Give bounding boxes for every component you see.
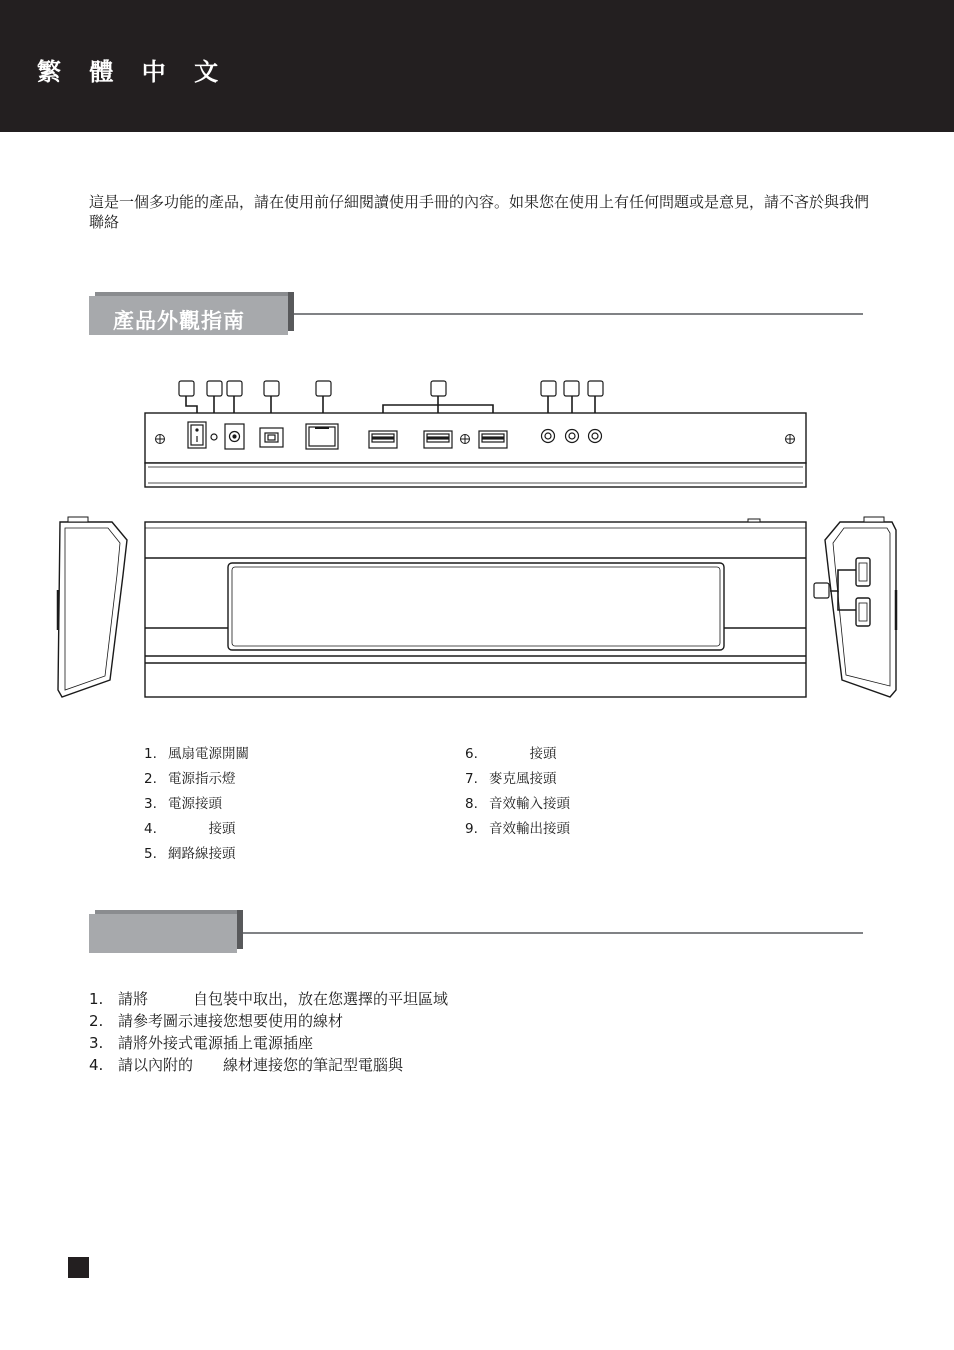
list-item: 7. 麥克風接頭 xyxy=(465,771,557,787)
list-item: 8. 音效輸入接頭 xyxy=(465,796,570,812)
list-item: 3. 電源接頭 xyxy=(144,796,222,812)
parts-list-right xyxy=(465,742,570,842)
list-item: 4. 請以內附的 線材連接您的筆記型電腦與 xyxy=(89,1056,404,1074)
audio-jack-icon xyxy=(542,430,602,443)
callout-8 xyxy=(564,381,579,396)
list-item: 5. 網路線接頭 xyxy=(144,846,236,862)
list-item: 1. 請將 自包裝中取出，放在您選擇的平坦區域 xyxy=(89,990,449,1008)
list-item: 9. 音效輸出接頭 xyxy=(465,821,570,837)
callout-6 xyxy=(431,381,446,396)
ethernet-port-icon xyxy=(306,424,338,449)
section-rule xyxy=(243,932,863,934)
section-title-product-overview: 產品外觀指南 xyxy=(113,309,245,333)
callout-2 xyxy=(207,381,222,396)
page-marker xyxy=(68,1257,89,1278)
callout-7 xyxy=(541,381,556,396)
power-led-icon xyxy=(211,434,217,440)
setup-steps xyxy=(89,988,448,1076)
list-item: 3. 請將外接式電源插上電源插座 xyxy=(89,1034,314,1052)
list-item: 2. 電源指示燈 xyxy=(144,771,236,787)
callout-9 xyxy=(588,381,603,396)
list-item: 4. 接頭 xyxy=(144,821,236,837)
left-side-diagram xyxy=(58,517,127,697)
usb-b-port-icon xyxy=(260,428,283,447)
list-item: 6. 接頭 xyxy=(465,746,557,762)
language-title: 繁 體 中 文 xyxy=(37,58,229,86)
fan-switch-icon xyxy=(188,422,206,448)
list-item: 1. 風扇電源開關 xyxy=(144,746,249,762)
usb-a-port-icon xyxy=(369,431,507,448)
dc-jack-icon xyxy=(225,424,244,449)
callout-5 xyxy=(316,381,331,396)
callout-1 xyxy=(179,381,194,396)
section-tab-setup xyxy=(89,914,237,953)
parts-list-left xyxy=(144,742,249,867)
callout-6-side xyxy=(814,583,829,598)
right-side-diagram xyxy=(825,517,896,697)
list-item: 2. 請參考圖示連接您想要使用的線材 xyxy=(89,1012,344,1030)
front-view-diagram xyxy=(145,519,806,697)
callout-4 xyxy=(264,381,279,396)
callout-3 xyxy=(227,381,242,396)
intro-paragraph: 這是一個多功能的產品，請在使用前仔細閱讀使用手冊的內容。如果您在使用上有任何問題或是意見，請不吝於與我們聯絡 xyxy=(89,193,870,231)
